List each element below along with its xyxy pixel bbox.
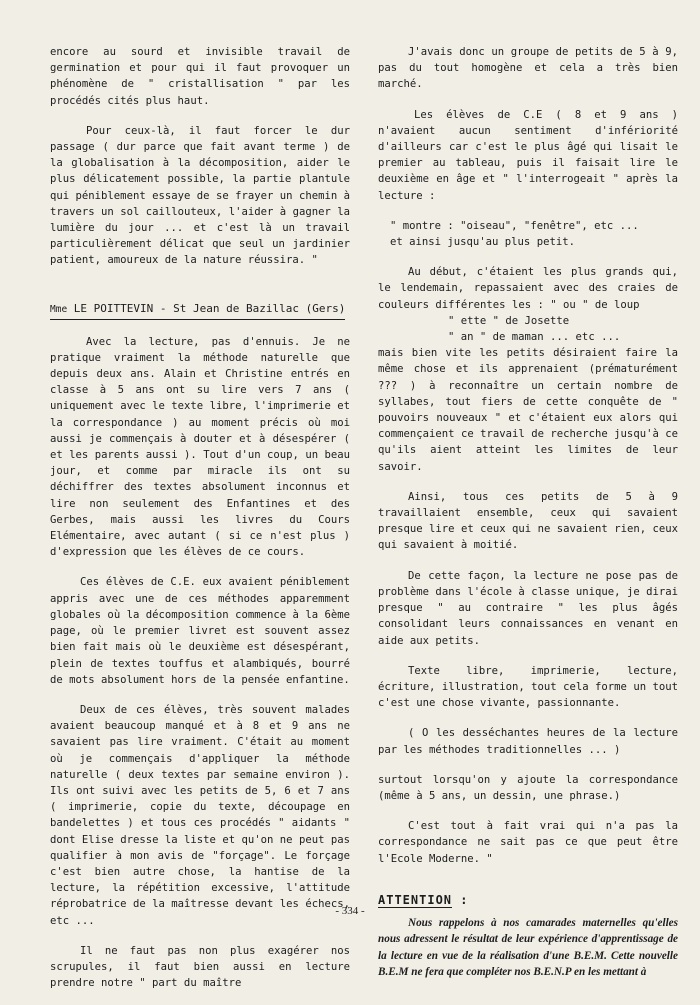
right-paragraph-9: C'est tout à fait vrai qui n'a pas la correspondance ne sait pas ce que peut être l'Ecole Moderne. " xyxy=(378,820,678,865)
quote-block-1 xyxy=(378,218,678,250)
quote-line: " an " de maman ... etc ... xyxy=(448,331,621,344)
quote-block-2 xyxy=(378,313,678,345)
right-paragraph-7: ( O les desséchantes heures de la lecture par les méthodes traditionnelles ... ) xyxy=(378,727,678,756)
right-paragraph-1: J'avais donc un groupe de petits de 5 à 9, pas du tout homogène et cela a très bien marché. xyxy=(378,46,678,91)
right-paragraph-lendemain: Au début, c'étaient les plus grands qui, le lendemain, repassaient avec des craies de couleurs différentes les : " ou " de loup xyxy=(378,266,678,311)
right-column xyxy=(378,44,678,980)
body-paragraph-2: Ces élèves de C.E. eux avaient péniblement appris avec une de ces méthodes apparemment globales où la décomposition commence à la 6ème page, où le premier livret est souvent assez bien fait mais où le deuxième est désespérant, plein de textes touffus et alambiqués, bourré de mots absolument hors de la pensée enfantine. xyxy=(50,576,350,686)
quote-line: " ette " de Josette xyxy=(448,314,570,327)
heading-name: LE POITTEVIN xyxy=(73,301,154,315)
left-column xyxy=(50,44,350,1005)
heading-place: - St Jean de Bazillac (Gers) xyxy=(159,301,346,315)
section-heading xyxy=(50,301,345,320)
quote-line: et ainsi jusqu'au plus petit. xyxy=(390,236,575,249)
page-number: - 334 - xyxy=(335,905,365,917)
right-paragraph-8: surtout lorsqu'on y ajoute la correspondance (même à 5 ans, un dessin, une phrase.) xyxy=(378,773,678,802)
heading-prefix: Mme xyxy=(50,303,68,315)
attention-colon: : xyxy=(460,892,469,907)
body-paragraph-4: Il ne faut pas non plus exagérer nos scrupules, il faut bien aussi en lecture prendre notre " part du maître xyxy=(50,944,350,990)
intro-paragraph-1: encore au sourd et invisible travail de germination et pour qui il faut provoquer un phénomène de " cristallisation " par les procédés cités plus haut. xyxy=(50,46,350,107)
right-paragraph-6: Texte libre, imprimerie, lecture, écriture, illustration, tout cela forme un tout c'est une chose vivante, passionnante. xyxy=(378,664,678,710)
intro-paragraph-2: Pour ceux-là, il faut forcer le dur passage ( dur parce que fait avant terme ) de la globalisation à la décomposition, aider le plus délicatement possible, la partie plantule qui péniblement essaye de se frayer un chemin à travers un sol caillouteux, l'aider à gagner la lumière du jour ... et c'est là un travail particulièrement délicat que seul un jardinier patient, amoureux de la nature réussira. " xyxy=(50,124,350,267)
right-paragraph-5: De cette façon, la lecture ne pose pas de problème dans l'école à classe unique, je dirai presque " au contraire " les plus âgés consolidant leurs connaissances en venant en aide aux petits. xyxy=(378,569,678,647)
body-paragraph-3: Deux de ces élèves, très souvent malades avaient beaucoup manqué et à 8 et 9 ans ne savaient pas lire vraiment. C'était au moment où je commençais d'appliquer la méthode naturelle ( deux textes par semaine environ ). Ils ont suivi avec les petits de 5, 6 et 7 ans ( imprimerie, copie du texte, découpage en bandelettes ) et tous ces procédés " aidants " dont Elise dresse la liste et qu'on ne peut pas qualifier à mon avis de "forçage". Le forçage c'est bien autre chose, la hantise de la lecture, la répétition excessive, l'attitude réprobatrice de la maîtresse devant les échecs, etc ... xyxy=(50,703,350,927)
attention-label: ATTENTION xyxy=(378,892,453,907)
quote-line: " montre : "oiseau", "fenêtre", etc ... xyxy=(390,219,639,232)
right-paragraph-4: Ainsi, tous ces petits de 5 à 9 travaillaient ensemble, ceux qui savaient presque lire et ceux qui ne savaient rien, ceux qui savaient à moitié. xyxy=(378,490,678,552)
body-paragraph-1: Avec la lecture, pas d'ennuis. Je ne pratique vraiment la méthode naturelle que depuis deux ans. Alain et Christine entrés en classe à 5 ans ont su lire vers 7 ans ( uniquement avec le texte libre, l'imprimerie et la correspondance ) au moment précis où moi aussi je commençais à douter et à désespérer ( et les parents aussi ). Tout d'un coup, un beau jour, et comme par miracle ils ont su déchiffrer des textes absolument inconnus et lire non seulement des Enfantines et des Gerbes, mais aussi les livres du Cours Elémentaire, avec autant ( si ce n'est plus ) d'expression que les élèves de ce cours. xyxy=(50,335,350,559)
right-paragraph-2: Les élèves de C.E ( 8 et 9 ans ) n'avaient aucun sentiment d'infériorité d'ailleurs car c'est le plus âgé qui lisait le premier au tableau, puis il faisait lire le deuxième en âge et " l'interrogeait " après la lecture : xyxy=(378,108,678,202)
attention-notice: Nous rappelons à nos camarades maternelles qu'elles nous adressent le résultat de leur expérience d'apprentissage de la lecture en vue de la réalisation d'une B.E.M. Cette nouvelle B.E.M ne fera que compléter nos B.E.N.P en les mettant à xyxy=(378,916,678,978)
right-paragraph-3: mais bien vite les petits désiraient faire la même chose et ils apprenaient (prématurément ??? ) à reconnaître un certain nombre de syllabes, tout fiers de cette conquête de " pouvoirs nouveaux " et c'étaient eux alors qui commençaient ce travail de recherche jusqu'à ce qu'ils aient atteint les limites de leur savoir. xyxy=(378,347,678,473)
